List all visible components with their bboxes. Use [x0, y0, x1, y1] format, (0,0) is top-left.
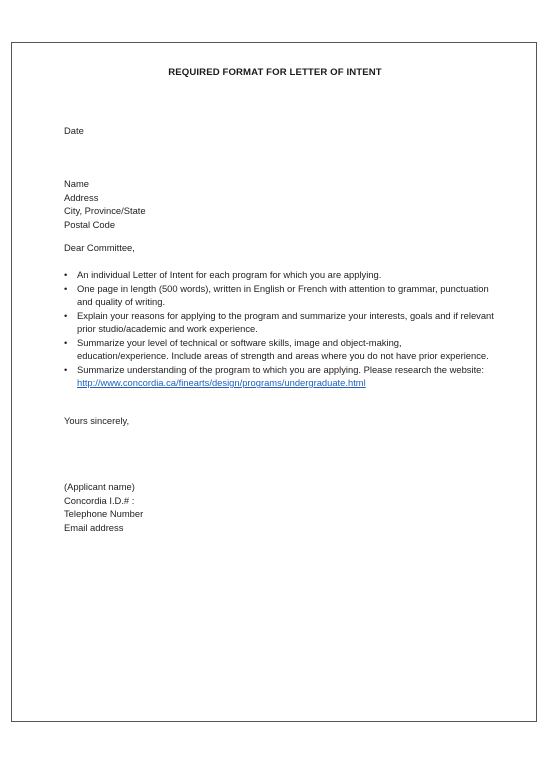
- address-block: [64, 177, 146, 231]
- list-item: [64, 336, 494, 363]
- instruction-list: [64, 268, 494, 390]
- salutation: Dear Committee,: [64, 242, 135, 253]
- closing: Yours sincerely,: [64, 415, 130, 426]
- list-item-text: Summarize your level of technical or software skills, image and object-making, education/experience. Include areas of strength and areas where you do not have prior experience.: [77, 336, 489, 361]
- list-item: [64, 282, 494, 309]
- bullet-icon: •: [64, 309, 68, 321]
- bullet-icon: •: [64, 336, 68, 348]
- address-city: City, Province/State: [64, 205, 146, 216]
- applicant-name: (Applicant name): [64, 481, 135, 492]
- email-address: Email address: [64, 521, 124, 533]
- address-street: Address: [64, 191, 99, 203]
- signature-block: [64, 480, 143, 534]
- list-item: [64, 268, 494, 282]
- bullet-icon: •: [64, 363, 68, 375]
- concordia-id: Concordia I.D.# :: [64, 494, 135, 506]
- list-item-text: Explain your reasons for applying to the program and summarize your interests, goals and if relevant prior studio/academic and work experience.: [77, 309, 494, 334]
- date-line: Date: [64, 125, 84, 136]
- bullet-icon: •: [64, 269, 68, 280]
- bullet-icon: •: [64, 282, 68, 294]
- document-title: REQUIRED FORMAT FOR LETTER OF INTENT: [168, 67, 382, 78]
- list-item: [64, 363, 494, 390]
- address-postal-code: Postal Code: [64, 218, 116, 230]
- program-website-link[interactable]: http://www.concordia.ca/finearts/design/programs/undergraduate.html: [77, 377, 366, 388]
- address-name: Name: [64, 178, 90, 189]
- list-item: [64, 309, 494, 336]
- list-item-text: One page in length (500 words), written in English or French with attention to grammar, punctuation and quality of writing.: [77, 282, 489, 307]
- list-item-text: Summarize understanding of the program to which you are applying. Please research the website:: [77, 363, 484, 375]
- telephone-number: Telephone Number: [64, 508, 144, 519]
- list-item-text: An individual Letter of Intent for each program for which you are applying.: [77, 269, 382, 280]
